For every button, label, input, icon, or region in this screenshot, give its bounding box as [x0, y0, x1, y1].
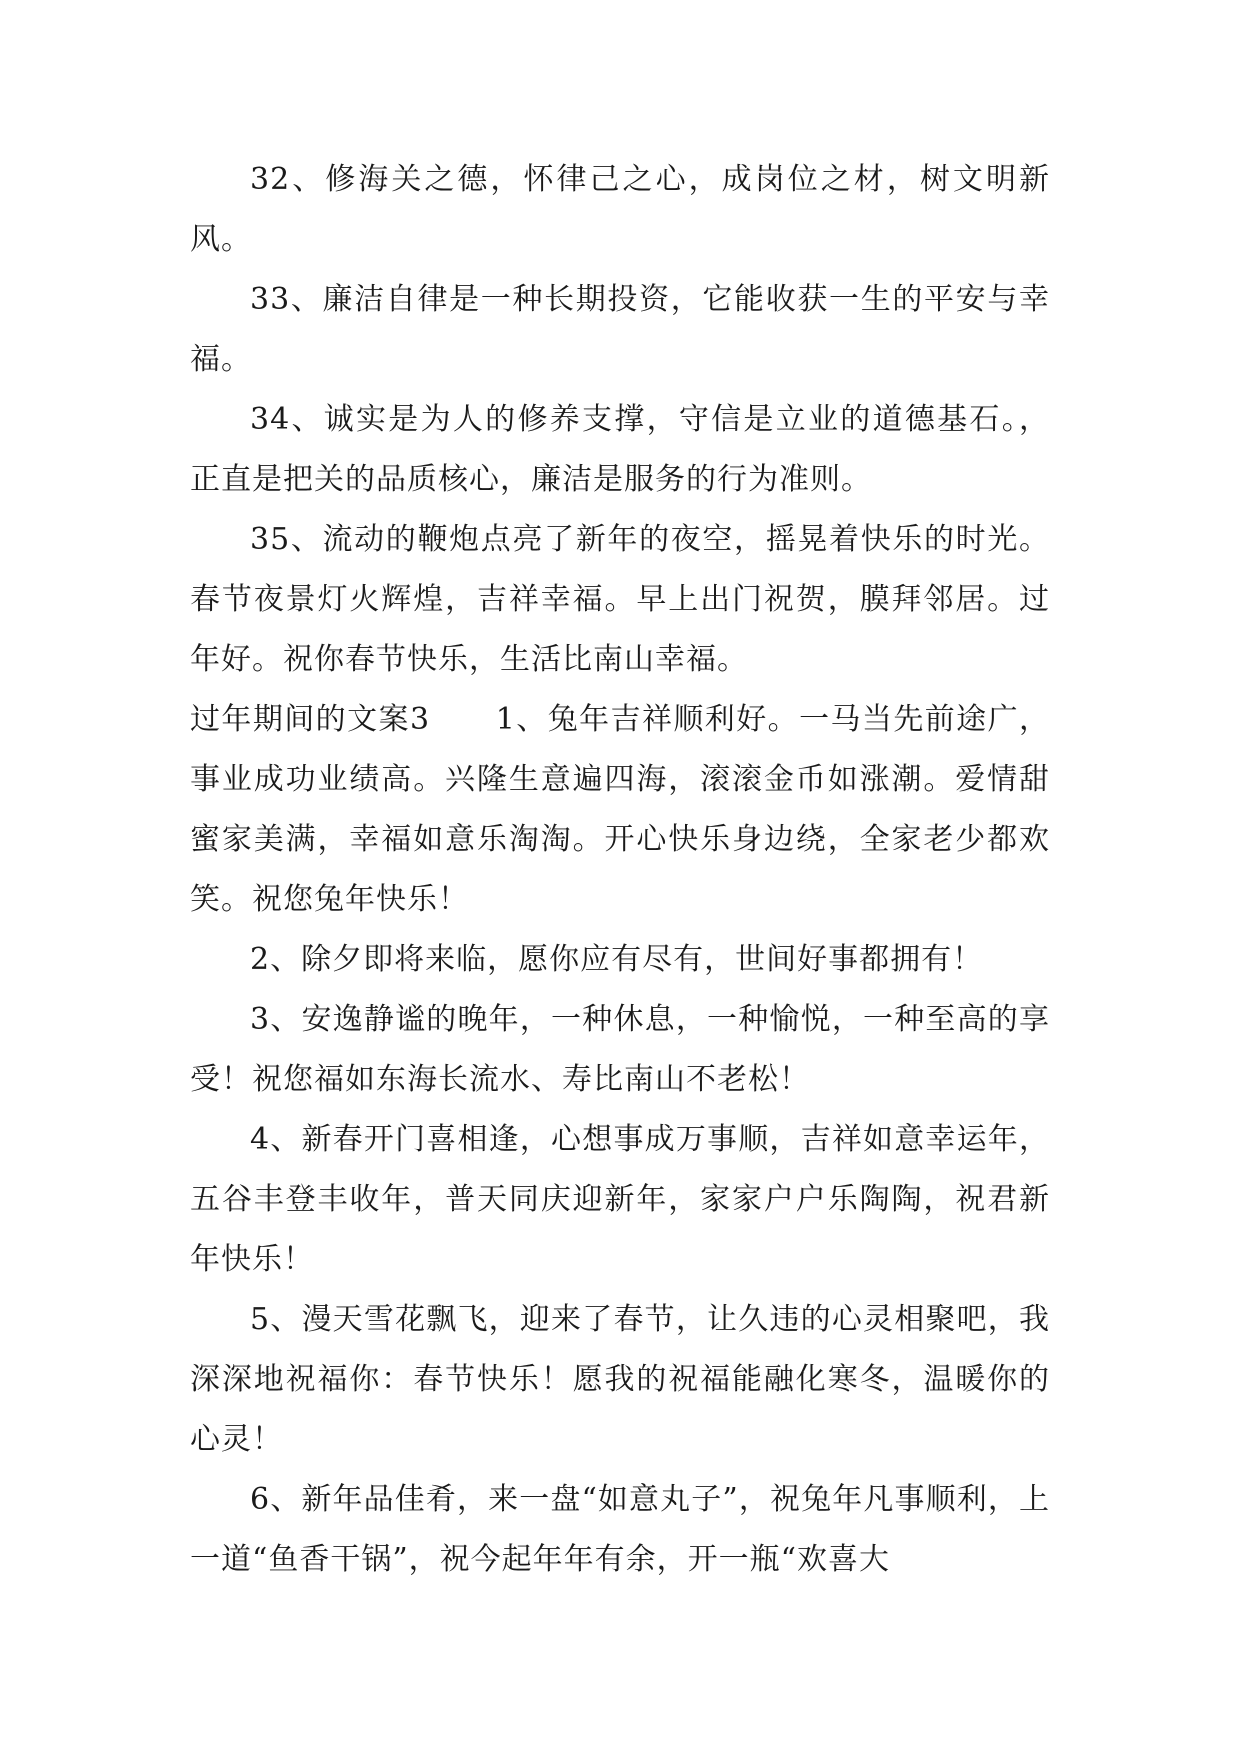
document-body: [190, 150, 1050, 1590]
paragraph-34: 34、诚实是为人的修养支撑，守信是立业的道德基石。，正直是把关的品质核心，廉洁是服务的行为准则。: [190, 402, 1050, 497]
paragraph-32: 32、修海关之德，怀律己之心，成岗位之材，树文明新风。: [190, 162, 1050, 257]
list-item-2: 2、除夕即将来临，愿你应有尽有，世间好事都拥有！: [250, 942, 984, 977]
list-item-6: 6、新年品佳肴，来一盘“如意丸子”，祝兔年凡事顺利，上一道“鱼香干锅”，祝今起年年有余，开一瓶“欢喜大: [190, 1482, 1050, 1577]
list-item-3: 3、安逸静谧的晚年，一种休息，一种愉悦，一种至高的享受！祝您福如东海长流水、寿比南山不老松！: [190, 1002, 1050, 1097]
paragraph-35: 35、流动的鞭炮点亮了新年的夜空，摇晃着快乐的时光。春节夜景灯火辉煌，吉祥幸福。早上出门祝贺，膜拜邻居。过年好。祝你春节快乐，生活比南山幸福。: [190, 522, 1050, 677]
section-first-item: 1、兔年吉祥顺利好。一马当先前途广，事业成功业绩高。兴隆生意遍四海，滚滚金币如涨潮。爱情甜蜜家美满，幸福如意乐淘淘。开心快乐身边绕，全家老少都欢笑。祝您兔年快乐！: [190, 702, 1051, 917]
list-item-4: 4、新春开门喜相逢，心想事成万事顺，吉祥如意幸运年，五谷丰登丰收年，普天同庆迎新年，家家户户乐陶陶，祝君新年快乐！: [190, 1122, 1050, 1277]
section-paragraph: [190, 690, 1050, 930]
section-heading: 过年期间的文案3: [190, 702, 431, 737]
section-gap: [430, 702, 496, 737]
paragraph-33: 33、廉洁自律是一种长期投资，它能收获一生的平安与幸福。: [190, 282, 1050, 377]
list-item-5: 5、漫天雪花飘飞，迎来了春节，让久违的心灵相聚吧，我深深地祝福你：春节快乐！愿我的祝福能融化寒冬，温暖你的心灵！: [190, 1302, 1050, 1457]
